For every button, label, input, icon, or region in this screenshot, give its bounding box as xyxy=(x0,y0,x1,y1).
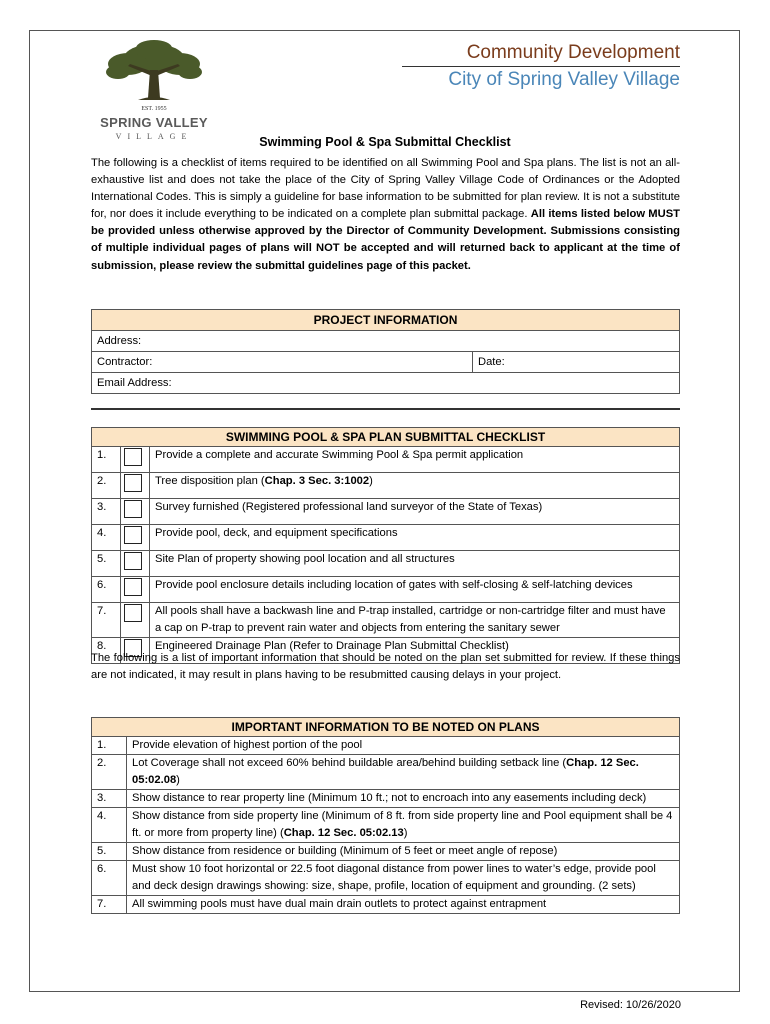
item-number: 4. xyxy=(92,525,121,551)
item-description xyxy=(150,577,680,603)
item-number: 5. xyxy=(92,551,121,577)
item-text: Must show 10 foot horizontal or 22.5 foot diagonal distance from power lines to water’s edge, provide pool and deck design drawings showing: size, shape, profile, location of equipment and grounding. (2 sets) xyxy=(132,863,656,892)
important-info-row xyxy=(92,755,680,790)
item-code-reference: Chap. 3 Sec. 3:1002 xyxy=(264,475,370,487)
important-information-table xyxy=(91,717,680,914)
item-checkbox[interactable] xyxy=(124,526,142,544)
item-text: Tree disposition plan ( xyxy=(155,475,265,487)
checkbox-cell xyxy=(121,551,150,577)
checklist-header: SWIMMING POOL & SPA PLAN SUBMITTAL CHECKLIST xyxy=(92,428,680,447)
project-information-header: PROJECT INFORMATION xyxy=(92,310,680,331)
item-number: 5. xyxy=(92,843,127,861)
checklist-row xyxy=(92,473,680,499)
important-info-row xyxy=(92,896,680,914)
spring-valley-logo xyxy=(88,36,220,148)
item-checkbox[interactable] xyxy=(124,604,142,622)
checklist-row xyxy=(92,551,680,577)
item-text-end: ) xyxy=(176,774,180,786)
important-info-row xyxy=(92,861,680,896)
item-text: Show distance from residence or building (Minimum of 5 feet or meet angle of repose) xyxy=(132,845,558,857)
submittal-checklist-table xyxy=(91,427,680,664)
oak-tree-icon xyxy=(88,36,220,106)
item-text: All swimming pools must have dual main drain outlets to protect against entrapment xyxy=(132,898,547,910)
logo-village: VILLAGE xyxy=(115,132,193,141)
intro-bold-text: All items listed below MUST be provided unless otherwise approved by the Director of Community Development. Submissions consisting of multiple individual pages of plans will NOT be accepted and will returned back to applicant at the time of submission, please review the submittal guidelines page of this packet. xyxy=(91,208,680,272)
contractor-field[interactable]: Contractor: xyxy=(92,352,473,373)
email-address-field[interactable]: Email Address: xyxy=(92,373,680,394)
item-number: 2. xyxy=(92,473,121,499)
intro-text: The following is a checklist of items required to be identified on all Swimming Pool and Spa plans. The list is not an all-exhaustive list and does not take the place of the City of Spring Valley Village Code of Ordinances or the Adopted International Codes. This is simply a guideline for base information to be submitted for plan review. It is not a substitute for, nor does it include everything to be indicated on a complete plan submittal package. xyxy=(91,157,680,221)
important-info-row xyxy=(92,808,680,843)
important-info-row xyxy=(92,790,680,808)
checkbox-cell xyxy=(121,603,150,638)
department-name: Community Development xyxy=(466,42,680,63)
date-field[interactable]: Date: xyxy=(473,352,680,373)
item-number: 7. xyxy=(92,603,121,638)
section-divider xyxy=(91,408,680,410)
item-number: 3. xyxy=(92,499,121,525)
item-number: 1. xyxy=(92,447,121,473)
item-description xyxy=(127,843,680,861)
checkbox-cell xyxy=(121,577,150,603)
item-checkbox[interactable] xyxy=(124,578,142,596)
item-checkbox[interactable] xyxy=(124,552,142,570)
important-info-row xyxy=(92,843,680,861)
checklist-row xyxy=(92,499,680,525)
item-text-end: ) xyxy=(369,475,373,487)
document-title: Swimming Pool & Spa Submittal Checklist xyxy=(259,135,511,149)
item-text: Provide pool enclosure details including location of gates with self-closing & self-latching devices xyxy=(155,579,633,591)
item-description xyxy=(150,603,680,638)
checklist-row xyxy=(92,447,680,473)
logo-name: SPRING VALLEY xyxy=(100,115,208,130)
intro-paragraph xyxy=(91,155,680,275)
item-text: Provide pool, deck, and equipment specifications xyxy=(155,527,398,539)
checkbox-cell xyxy=(121,473,150,499)
item-number: 7. xyxy=(92,896,127,914)
item-code-reference: Chap. 12 Sec. 05:02.13 xyxy=(283,827,404,839)
item-text: All pools shall have a backwash line and P-trap installed, cartridge or non-cartridge filter and must have a cap on P-trap to prevent rain water and objects from entering the sanitary sewer xyxy=(155,605,666,634)
item-description xyxy=(150,447,680,473)
checkbox-cell xyxy=(121,499,150,525)
checkbox-cell xyxy=(121,525,150,551)
item-text: Show distance to rear property line (Minimum 10 ft.; not to encroach into any easements including deck) xyxy=(132,792,647,804)
item-code-reference: Chap. 12 Sec. 05:02.08 xyxy=(132,757,639,786)
item-description xyxy=(150,473,680,499)
item-description xyxy=(127,737,680,755)
checkbox-cell xyxy=(121,447,150,473)
item-checkbox[interactable] xyxy=(124,500,142,518)
item-description xyxy=(127,896,680,914)
item-description xyxy=(127,755,680,790)
item-description xyxy=(150,551,680,577)
checklist-row xyxy=(92,577,680,603)
checklist-row xyxy=(92,603,680,638)
item-text: Lot Coverage shall not exceed 60% behind buildable area/behind building setback line ( xyxy=(132,757,567,769)
address-field[interactable]: Address: xyxy=(92,331,680,352)
item-text: Engineered Drainage Plan (Refer to Drainage Plan Submittal Checklist) xyxy=(155,640,509,652)
item-description xyxy=(127,808,680,843)
item-number: 4. xyxy=(92,808,127,843)
revised-date: Revised: 10/26/2020 xyxy=(580,999,681,1011)
logo-established: EST. 1955 xyxy=(141,106,167,112)
item-text: Provide a complete and accurate Swimming Pool & Spa permit application xyxy=(155,449,524,461)
item-text: Site Plan of property showing pool location and all structures xyxy=(155,553,455,565)
item-text: Show distance from side property line (Minimum of 8 ft. from side property line and Pool equipment shall be 4 ft. or more from property line) ( xyxy=(132,810,673,839)
project-information-table xyxy=(91,309,680,394)
item-text: Survey furnished (Registered professional land surveyor of the State of Texas) xyxy=(155,501,543,513)
checklist-row xyxy=(92,525,680,551)
item-number: 6. xyxy=(92,577,121,603)
important-information-header: IMPORTANT INFORMATION TO BE NOTED ON PLANS xyxy=(92,718,680,737)
item-description xyxy=(127,861,680,896)
item-number: 2. xyxy=(92,755,127,790)
item-number: 1. xyxy=(92,737,127,755)
city-name: City of Spring Valley Village xyxy=(448,69,680,90)
item-number: 3. xyxy=(92,790,127,808)
item-number: 8. xyxy=(92,638,121,664)
item-checkbox[interactable] xyxy=(124,474,142,492)
item-text: Provide elevation of highest portion of the pool xyxy=(132,739,363,751)
header-rule xyxy=(402,66,680,67)
item-number: 6. xyxy=(92,861,127,896)
important-info-intro: The following is a list of important information that should be noted on the plan set submitted for review. If these things are not indicated, it may result in plans having to be resubmitted causing delays in your project. xyxy=(91,652,680,682)
item-description xyxy=(150,499,680,525)
item-description xyxy=(127,790,680,808)
important-info-row xyxy=(92,737,680,755)
item-text-end: ) xyxy=(403,827,408,839)
item-description xyxy=(150,525,680,551)
item-checkbox[interactable] xyxy=(124,448,142,466)
